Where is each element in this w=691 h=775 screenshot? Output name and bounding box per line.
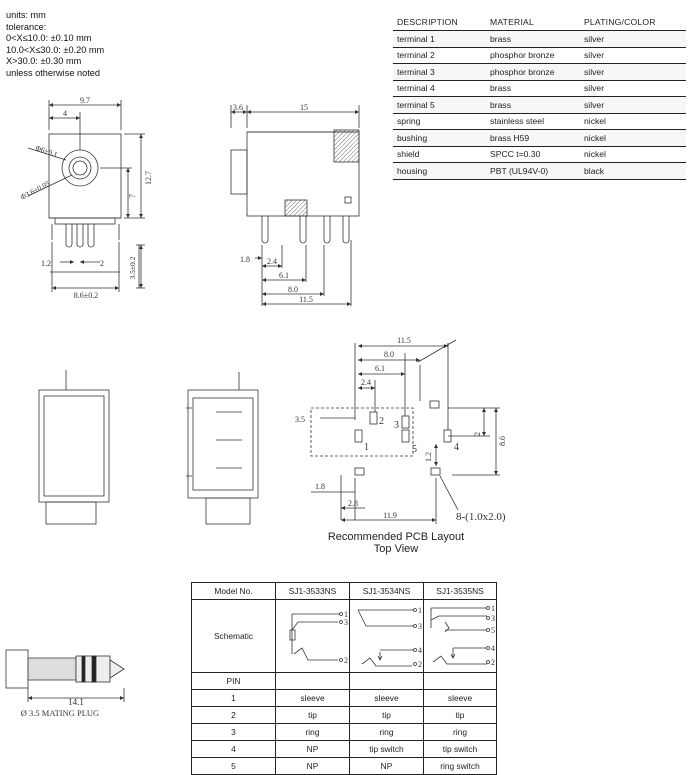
cell: sleeve <box>424 690 497 707</box>
front-view <box>19 96 153 300</box>
cell: brass <box>486 97 580 114</box>
pcb-pin-4: 4 <box>454 442 459 453</box>
table-row <box>192 741 497 758</box>
cell: sleeve <box>276 690 350 707</box>
schem-pin: 1 <box>417 606 422 615</box>
cell: stainless steel <box>486 113 580 130</box>
cell: phosphor bronze <box>486 64 580 81</box>
plug-caption: Ø 3.5 MATING PLUG <box>20 708 100 718</box>
schematic-label: Schematic <box>192 600 276 673</box>
pcb-dim-g: 8.6 <box>498 436 507 446</box>
dim-side-g: 11.5 <box>299 295 313 304</box>
dim-side-e: 6.1 <box>279 271 289 280</box>
cell: tip switch <box>350 741 424 758</box>
cell: SPCC t=0.30 <box>486 146 580 163</box>
cell: nickel <box>580 130 686 147</box>
table-row <box>192 707 497 724</box>
cell: NP <box>350 758 424 775</box>
cell: housing <box>393 163 486 180</box>
pcb-dim-k: 11.9 <box>383 511 397 520</box>
col-plating: PLATING/COLOR <box>580 14 686 31</box>
cell: NP <box>276 741 350 758</box>
dim-offset: 4 <box>63 109 67 118</box>
dim-bushing: 3.6 <box>233 103 243 112</box>
cell: 5 <box>192 758 276 775</box>
note-line: 0<X≤10.0: ±0.10 mm <box>6 33 92 44</box>
cell: brass <box>486 80 580 97</box>
cell: nickel <box>580 113 686 130</box>
pcb-layout <box>295 336 507 524</box>
pcb-dim-b: 8.0 <box>384 350 394 359</box>
cell <box>350 673 424 690</box>
pcb-slot-note: 8-(1.0x2.0) <box>456 511 506 523</box>
note-line: unless otherwise noted <box>6 67 100 78</box>
pcb-dim-d: 2.4 <box>361 378 371 387</box>
cell: shield <box>393 146 486 163</box>
cell: sleeve <box>350 690 424 707</box>
col-model: Model No. <box>192 583 276 600</box>
note-line: 10.0<X≤30.0: ±0.20 mm <box>6 44 105 55</box>
cell: silver <box>580 31 686 48</box>
dim-base-width: 8.6±0.2 <box>73 291 99 300</box>
cell: silver <box>580 47 686 64</box>
cell: ring <box>276 724 350 741</box>
cell: terminal 5 <box>393 97 486 114</box>
cell: spring <box>393 113 486 130</box>
model-name: SJ1-3534NS <box>350 583 424 600</box>
mating-plug <box>6 650 124 718</box>
schem-pin: 2 <box>417 660 422 669</box>
schem-pin: 2 <box>491 658 495 667</box>
dim-pin-pitch: 2 <box>100 259 104 268</box>
note-line: tolerance: <box>6 21 47 32</box>
schem-pin: 3 <box>417 622 422 631</box>
schem-pin: 3 <box>491 614 495 623</box>
cell <box>276 673 350 690</box>
note-line: units: mm <box>6 10 46 20</box>
schem-pin: 1 <box>343 610 348 619</box>
col-description: DESCRIPTION <box>393 14 486 31</box>
cell: tip <box>424 707 497 724</box>
cell: terminal 1 <box>393 31 486 48</box>
dim-outer-dia: Φ6±0.1 <box>34 143 59 159</box>
dim-side-c: 1.8 <box>240 255 250 264</box>
schem-pin: 3 <box>343 618 348 627</box>
pcb-pin-1: 1 <box>364 442 369 453</box>
pcb-caption-line: Top View <box>373 543 419 555</box>
pcb-pin-2: 2 <box>379 416 384 427</box>
cell: tip <box>276 707 350 724</box>
pcb-pin-3: 3 <box>394 420 399 431</box>
dim-height: 12.7 <box>144 171 153 185</box>
cell: tip <box>350 707 424 724</box>
cell: silver <box>580 64 686 81</box>
table-row <box>192 724 497 741</box>
cell <box>424 673 497 690</box>
cell: ring <box>424 724 497 741</box>
cell: ring switch <box>424 758 497 775</box>
pin-header: PIN <box>192 673 276 690</box>
schematic-3534 <box>350 600 424 673</box>
pcb-dim-j: 2.8 <box>348 499 358 508</box>
cell: nickel <box>580 146 686 163</box>
cell: silver <box>580 97 686 114</box>
cell: bushing <box>393 130 486 147</box>
cell: NP <box>276 758 350 775</box>
cell: ring <box>350 724 424 741</box>
cell: brass <box>486 31 580 48</box>
cell: 1 <box>192 690 276 707</box>
dim-inner-dia: Φ3.6±0.05 <box>18 178 52 202</box>
dim-side-f: 8.0 <box>288 285 298 294</box>
schem-pin: 4 <box>417 646 422 655</box>
pcb-dim-h: 1.2 <box>424 452 433 462</box>
cell: 4 <box>192 741 276 758</box>
cell: PBT (UL94V-0) <box>486 163 580 180</box>
plug-length: 14.1 <box>68 697 84 707</box>
cell: brass H59 <box>486 130 580 147</box>
dim-width: 9.7 <box>80 96 90 105</box>
schematic-3533 <box>276 600 350 673</box>
cell: silver <box>580 80 686 97</box>
model-name: SJ1-3533NS <box>276 583 350 600</box>
cell: terminal 2 <box>393 47 486 64</box>
cell: 3 <box>192 724 276 741</box>
schematic-3535 <box>424 600 497 673</box>
dim-body-length: 15 <box>300 103 308 112</box>
schem-pin: 4 <box>491 644 495 653</box>
pcb-dim-i: 1.8 <box>315 482 325 491</box>
pcb-dim-e: 3.5 <box>295 415 305 424</box>
cell: phosphor bronze <box>486 47 580 64</box>
schem-pin: 5 <box>491 626 495 635</box>
dim-center-height: 7 <box>128 194 137 198</box>
model-name: SJ1-3535NS <box>424 583 497 600</box>
col-material: MATERIAL <box>486 14 580 31</box>
models-table <box>191 582 497 775</box>
cell: 2 <box>192 707 276 724</box>
dim-pin-width: 1.2 <box>41 259 51 268</box>
schem-pin: 2 <box>343 656 348 665</box>
pcb-caption <box>296 531 496 555</box>
pcb-pin-5: 5 <box>412 444 417 455</box>
side-view <box>231 103 359 306</box>
outline-views <box>39 370 258 524</box>
note-line: X>30.0: ±0.30 mm <box>6 56 82 67</box>
pcb-caption-line: Recommended PCB Layout <box>327 531 465 543</box>
pcb-dim-f: 2 <box>473 432 482 436</box>
schem-pin: 1 <box>491 604 495 613</box>
dim-pin-length: 3.5±0.2 <box>128 256 137 280</box>
table-row <box>192 690 497 707</box>
cell: terminal 3 <box>393 64 486 81</box>
pcb-dim-c: 6.1 <box>375 364 385 373</box>
dim-side-d: 2.4 <box>267 257 277 266</box>
cell: tip switch <box>424 741 497 758</box>
cell: terminal 4 <box>393 80 486 97</box>
cell: black <box>580 163 686 180</box>
pcb-dim-a: 11.5 <box>397 336 411 345</box>
